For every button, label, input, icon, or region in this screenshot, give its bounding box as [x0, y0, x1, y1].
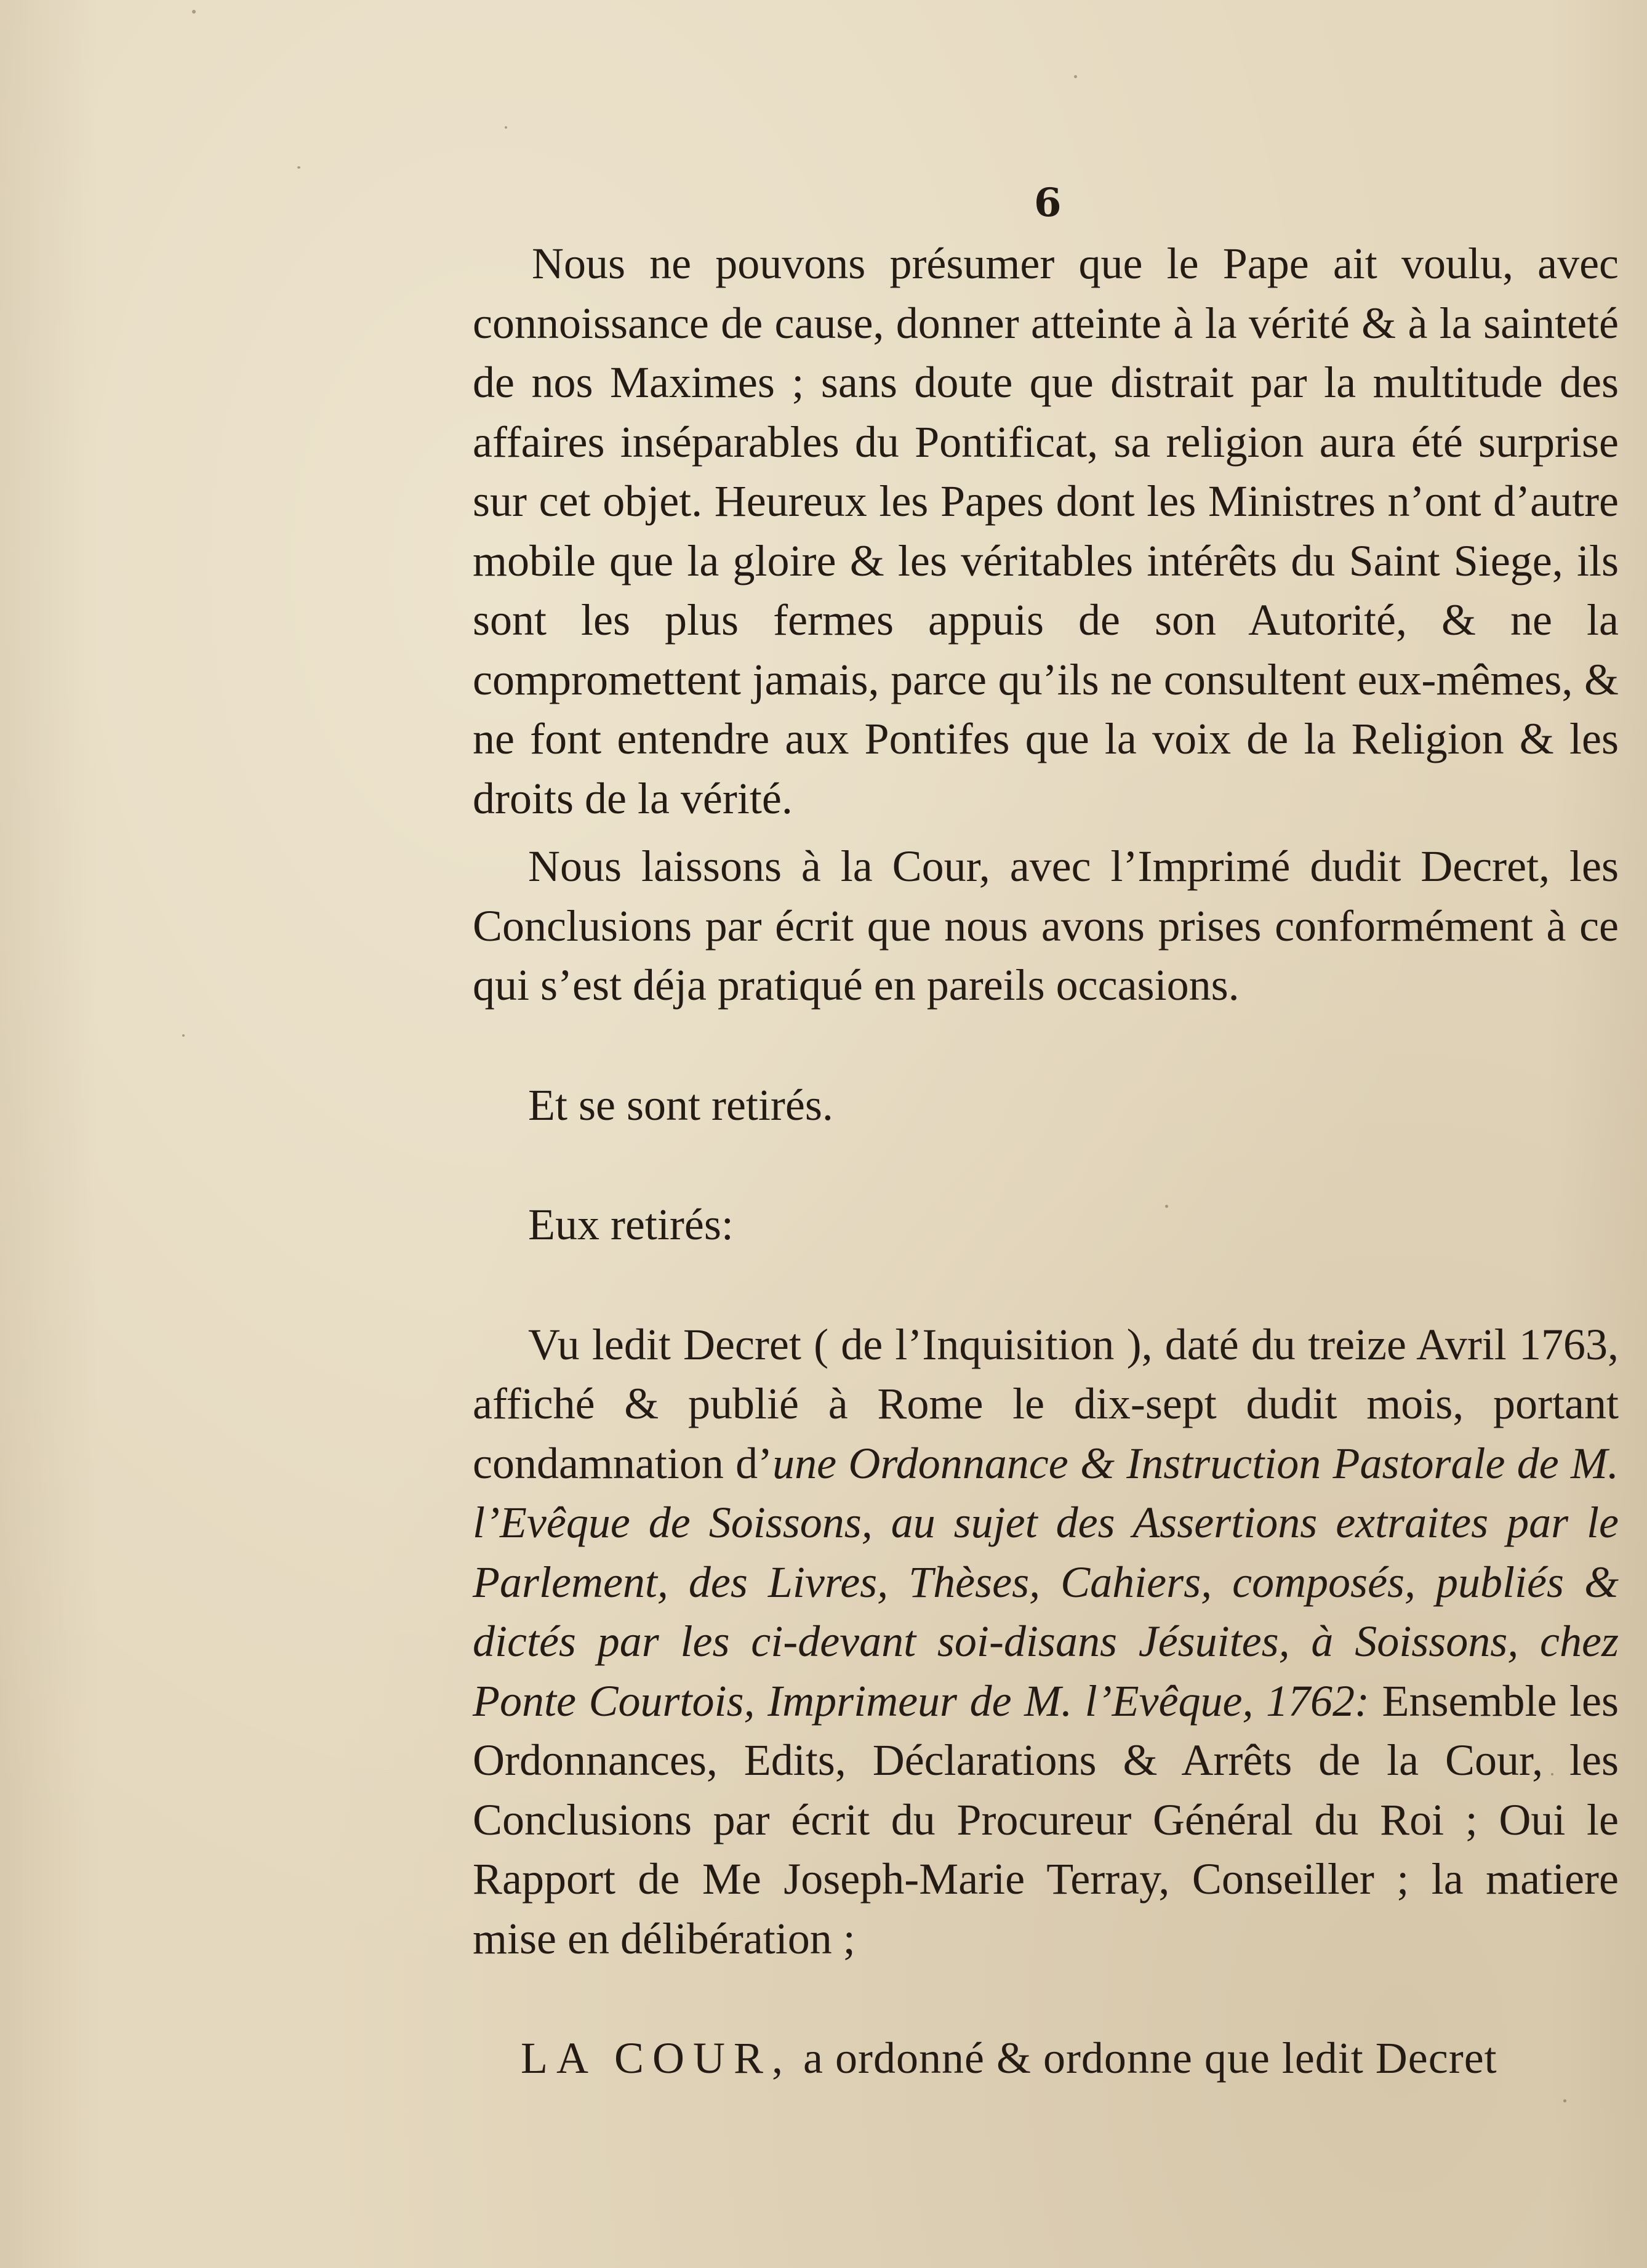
- paragraph-gap: [473, 1255, 1619, 1315]
- ordonnance-title-italic: une Ordonnance & Instruction Pastorale de M. l’Evêque de Soissons, au sujet des Assertions extraites par le Parlement, des Livres, Thèses, Cahiers, composés, publiés & dictés par les ci-devant soi-disans Jésuites, à Soissons, chez Ponte Courtois, Imprimeur de M. l’Evêque, 1762:: [473, 1438, 1619, 1726]
- paper-speck: [182, 1034, 185, 1037]
- paper-speck: [505, 126, 507, 129]
- la-cour-caps: LA COUR,: [521, 2033, 792, 2083]
- decret-remainder-text: Ensemble les Ordonnances, Edits, Déclarations & Arrêts de la Cour, les Conclusions par écrit du Procureur Général du Roi ; Oui le Rapport de Me Joseph-Marie Terray, Conseiller ; la matiere mise en délibération ;: [473, 1676, 1619, 1963]
- paragraph-conclusions: Nous laissons à la Cour, avec l’Imprimé dudit Decret, les Conclusions par écrit que nous avons prises conformément à ce qui s’est déja pratiqué en pareils occasions.: [473, 842, 1619, 1010]
- page-number: 6: [1034, 180, 1062, 226]
- paper-speck: [1563, 2099, 1566, 2102]
- la-cour-rest: a ordonné & ordonne que ledit Decret: [791, 2033, 1497, 2083]
- paragraph-maximes: Nous ne pouvons présumer que le Pape ait voulu, avec connoissance de cause, donner atteinte à la vérité & à la sainteté de nos Maximes ; sans doute que distrait par la multitude des affaires inséparables du Pontificat, sa religion aura été surprise sur cet objet. Heureux les Papes dont les Ministres n’ont d’autre mobile que la gloire & les véritables intérêts du Saint Siege, ils sont les plus fermes appuis de son Autorité, & ne la compromettent jamais, parce qu’ils ne consultent eux-mêmes, & ne font entendre aux Pontifes que la voix de la Religion & les droits de la vérité.: [473, 239, 1619, 823]
- paper-speck: [1074, 75, 1077, 78]
- paragraph-eux-retires: Eux retirés:: [528, 1200, 734, 1249]
- paper-speck: [192, 10, 196, 14]
- text-block: [473, 234, 1619, 2088]
- decret-intro-text: Vu ledit Decret ( de l’Inquisition ), daté du treize Avril 1763, affiché & publié à Rome le dix-sept dudit mois, portant condamnation d’: [473, 1319, 1619, 1488]
- paragraph-gap: [473, 1968, 1619, 2029]
- paragraph-retires: Et se sont retirés.: [528, 1080, 833, 1130]
- paragraph-gap: [473, 1015, 1619, 1076]
- paragraph-la-cour: [473, 2029, 1619, 2088]
- paragraph-gap: [473, 1135, 1619, 1195]
- paper-speck: [297, 166, 300, 169]
- paragraph-vu-ledit-decret: [473, 1315, 1619, 1969]
- paragraph-gap: [473, 828, 1619, 837]
